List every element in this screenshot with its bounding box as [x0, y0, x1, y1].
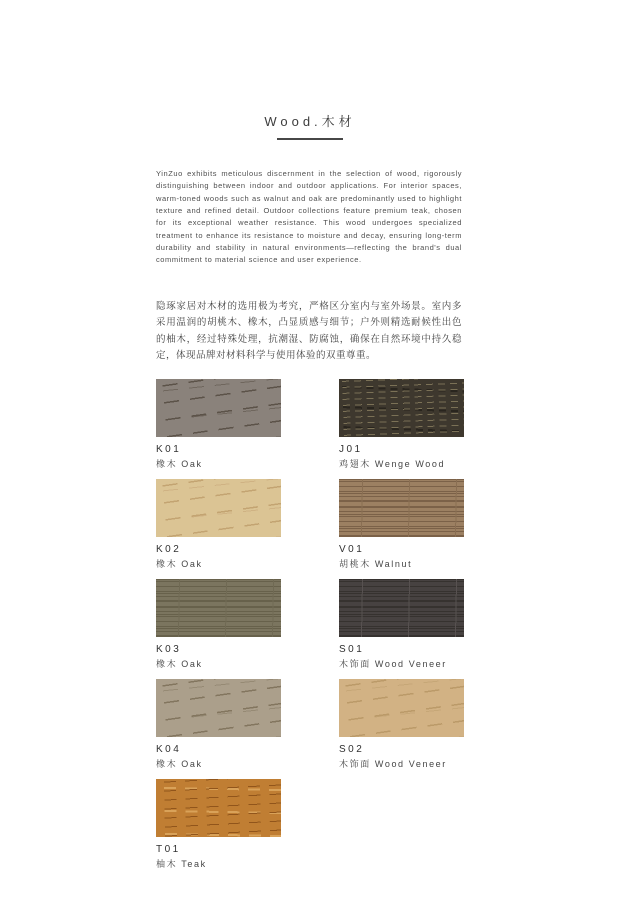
swatch-label: 鸡翅木 Wenge Wood	[339, 459, 446, 469]
swatch-code: K04	[156, 744, 182, 755]
wood-cell-s02	[339, 679, 464, 779]
wood-cell-j01	[339, 379, 464, 479]
wood-swatch-k01	[156, 379, 281, 437]
swatch-label: 木饰面 Wood Veneer	[339, 759, 447, 769]
swatch-code: K03	[156, 644, 182, 655]
wood-swatch-k02	[156, 479, 281, 537]
swatch-code: V01	[339, 544, 365, 555]
swatch-label: 橡木 Oak	[156, 459, 203, 469]
wood-swatch-grid	[156, 379, 464, 879]
wood-swatch-s02	[339, 679, 464, 737]
intro-paragraph-en: YinZuo exhibits meticulous discernment in the selection of wood, rigorously distinguishing between indoor and outdoor applications. For interior spaces, warm-toned woods such as walnut and oak are predominantly used to highlight texture and refined detail. Outdoor collections feature premium teak, chosen for its exceptional weather resistance. This wood undergoes specialized treatment to enhance its resistance to moisture and decay, ensuring long-term durability and stability in natural environments—reflecting the brand's dual commitment to material science and user experience.	[156, 169, 462, 265]
wood-cell-k01	[156, 379, 281, 479]
swatch-label: 柚木 Teak	[156, 859, 207, 869]
wood-swatch-k04	[156, 679, 281, 737]
wood-cell-k04	[156, 679, 281, 779]
swatch-code: J01	[339, 444, 363, 455]
swatch-label: 木饰面 Wood Veneer	[339, 659, 447, 669]
wood-cell-s01	[339, 579, 464, 679]
swatch-code: S01	[339, 644, 365, 655]
wood-cell-k02	[156, 479, 281, 579]
title-block	[156, 111, 464, 140]
wood-cell-t01	[156, 779, 281, 879]
swatch-code: S02	[339, 744, 365, 755]
swatch-code: T01	[156, 844, 181, 855]
wood-swatch-v01	[339, 479, 464, 537]
page-title: Wood.木材	[264, 114, 356, 129]
swatch-label: 胡桃木 Walnut	[339, 559, 413, 569]
swatch-label: 橡木 Oak	[156, 559, 203, 569]
wood-swatch-t01	[156, 779, 281, 837]
wood-cell-v01	[339, 479, 464, 579]
swatch-label: 橡木 Oak	[156, 659, 203, 669]
swatch-label: 橡木 Oak	[156, 759, 203, 769]
swatch-code: K02	[156, 544, 182, 555]
swatch-code: K01	[156, 444, 182, 455]
wood-swatch-j01	[339, 379, 464, 437]
wood-cell-k03	[156, 579, 281, 679]
title-underline	[277, 138, 343, 140]
wood-swatch-s01	[339, 579, 464, 637]
intro-paragraph-zh: 隐琢家居对木材的选用极为考究，严格区分室内与室外场景。室内多采用温润的胡桃木、橡木，凸显质感与细节；户外则精选耐候性出色的柚木，经过特殊处理，抗潮湿、防腐蚀，确保在自然环境中持久稳定，体现品牌对材料科学与使用体验的双重尊重。	[156, 301, 462, 362]
wood-swatch-k03	[156, 579, 281, 637]
